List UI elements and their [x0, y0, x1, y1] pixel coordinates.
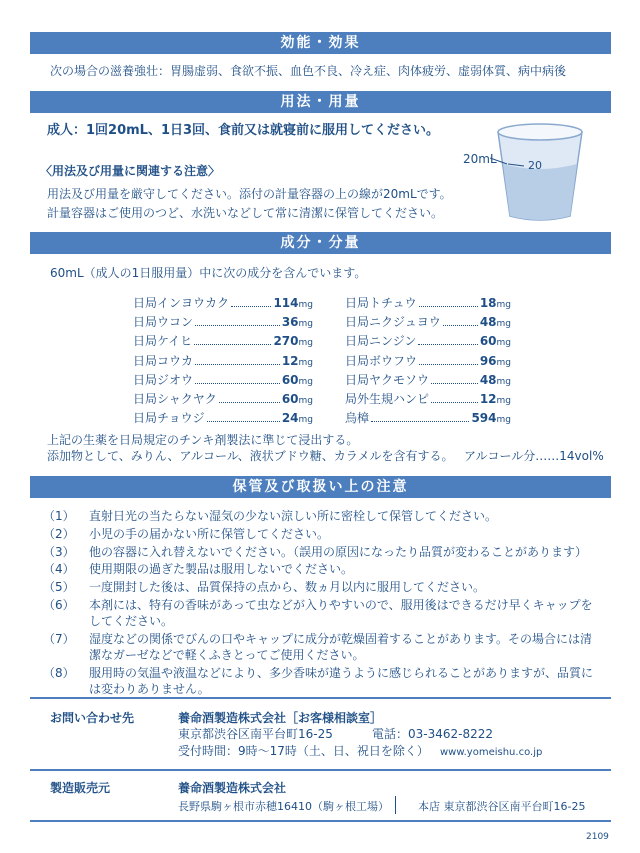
- print-code: 2109: [586, 832, 609, 842]
- ingredient-value: 36mg: [281, 315, 313, 330]
- ingredient-name: 日局シャクヤク: [133, 391, 217, 406]
- divider: [30, 769, 611, 771]
- efficacy-text: 次の場合の滋養強壮：胃腸虚弱、食欲不振、血色不良、冷え症、肉体疲労、虚弱体質、病中病後: [50, 64, 567, 78]
- cup-mark-label: 20: [528, 159, 542, 172]
- ingredient-name: 日局ニンジン: [345, 334, 417, 349]
- list-item: （3） 他の容器に入れ替えないでください。（誤用の原因になったり品質が変わることがあります）: [43, 544, 588, 559]
- divider: [30, 697, 611, 699]
- ingredients-left-column: [133, 293, 313, 427]
- divider: [395, 796, 396, 814]
- contact-phone: 電話：03-3462-8222: [372, 727, 494, 741]
- list-item: （1） 直射日光の当たらない湿気の少ない涼しい所に密栓して保管してください。: [43, 509, 498, 523]
- ingredient-value: 594mg: [471, 411, 511, 426]
- ingredient-row: [345, 389, 511, 408]
- ingredients-header: 成分・分量: [30, 232, 611, 254]
- ingredient-value: 48mg: [479, 315, 511, 330]
- contact-address: 東京都渋谷区南平台町16-25: [178, 727, 333, 741]
- dosage-sub-title: 〈用法及び用量に関連する注意〉: [40, 164, 221, 178]
- ingredient-value: 12mg: [479, 391, 511, 406]
- ingredient-value: 18mg: [479, 296, 511, 310]
- alcohol-content: アルコール分……14vol%: [464, 449, 604, 463]
- ingredients-intro: 60mL（成人の1日服用量）中に次の成分を含んでいます。: [50, 266, 367, 280]
- ingredient-row: [345, 408, 511, 427]
- ingredient-row: [133, 293, 313, 312]
- dosage-note-1: 用法及び用量を厳守してください。添付の計量容器の上の線が20mLです。: [47, 187, 452, 201]
- ingredient-name: 日局ヤクモソウ: [345, 372, 430, 387]
- ingredient-value: 24mg: [281, 411, 313, 426]
- ingredient-row: [345, 370, 511, 389]
- storage-notes-list: [43, 508, 603, 698]
- ingredient-name: 日局ジオウ: [133, 372, 194, 387]
- dosage-main: 成人：1回20mL、1日3回、食前又は就寝前に服用してください。: [47, 123, 440, 138]
- contact-company: 養命酒製造株式会社［お客様相談室］: [178, 711, 383, 725]
- ingredient-row: [345, 331, 511, 350]
- ingredient-name: 日局ケイヒ: [133, 334, 193, 349]
- ingredient-row: [133, 389, 313, 408]
- ingredient-row: [133, 351, 313, 370]
- list-item: （8） 服用時の気温や液温などにより、多少香味が違うように感じられることがありますが、品質には変わりありません。: [43, 665, 594, 696]
- maker-company: 養命酒製造株式会社: [178, 781, 287, 795]
- contact-label: お問い合わせ先: [50, 711, 135, 725]
- ingredient-name: 日局トチュウ: [345, 296, 417, 310]
- ingredient-value: 48mg: [479, 372, 511, 387]
- contact-hours: 受付時間：9時～17時（土、日、祝日を除く）: [178, 744, 429, 758]
- ingredients-footnote-2: 添加物として、みりん、アルコール、液状ブドウ糖、カラメルを含有する。: [47, 449, 454, 463]
- ingredient-value: 12mg: [281, 353, 313, 368]
- ingredient-value: 114mg: [273, 296, 313, 310]
- list-item: （6） 本剤には、特有の香味があって虫などが入りやすいので、服用後はできるだけ早くキャップをしてください。: [43, 597, 593, 628]
- storage-header: 保管及び取扱い上の注意: [30, 476, 611, 498]
- maker-head-office: 本店 東京都渋谷区南平台町16-25: [418, 800, 586, 813]
- ingredient-row: [133, 408, 313, 427]
- maker-label: 製造販売元: [50, 781, 111, 795]
- ingredient-row: [345, 293, 511, 312]
- ingredient-name: 局外生規ハンピ: [345, 391, 430, 406]
- ingredient-row: [133, 312, 313, 331]
- ingredient-row: [133, 370, 313, 389]
- ingredient-name: 日局ボウフウ: [345, 353, 418, 368]
- list-item: （5） 一度開封した後は、品質保持の点から、数ヵ月以内に服用してください。: [43, 580, 486, 595]
- ingredient-name: 日局ウコン: [133, 315, 194, 330]
- ingredient-row: [345, 351, 511, 370]
- contact-url[interactable]: www.yomeishu.co.jp: [440, 747, 543, 758]
- divider: [30, 820, 611, 822]
- ingredients-right-column: [345, 293, 511, 427]
- efficacy-header: 効能・効果: [30, 32, 611, 54]
- ingredient-name: 日局コウカ: [133, 353, 194, 368]
- ingredient-name: 日局チョウジ: [133, 411, 205, 426]
- ingredient-name: 日局インヨウカク: [133, 296, 230, 310]
- ingredient-row: [345, 312, 511, 331]
- maker-factory: 長野県駒ヶ根市赤穂16410（駒ヶ根工場）: [178, 800, 389, 813]
- list-item: （7） 湿度などの関係でびんの口やキャップに成分が乾燥固着することがあります。その場合には清潔なガーゼなどで軽くふきとってご使用ください。: [43, 631, 593, 662]
- ingredients-footnote-1: 上記の生薬を日局規定のチンキ剤製法に準じて浸出する。: [47, 433, 359, 447]
- ingredient-value: 270mg: [273, 334, 313, 349]
- ingredient-row: [133, 331, 313, 350]
- ingredient-value: 60mg: [479, 334, 511, 349]
- ingredient-name: 烏樟: [345, 411, 370, 426]
- ingredient-name: 日局ニクジュヨウ: [345, 315, 441, 330]
- cup-volume-label: 20mL: [463, 152, 497, 166]
- ingredient-value: 60mg: [281, 391, 313, 406]
- list-item: （4） 使用期限の過ぎた製品は服用しないでください。: [43, 562, 354, 577]
- ingredient-value: 60mg: [281, 372, 313, 387]
- ingredient-value: 96mg: [479, 353, 511, 368]
- dosage-header: 用法・用量: [30, 91, 611, 113]
- dosage-note-2: 計量容器はご使用のつど、水洗いなどして常に清潔に保管してください。: [47, 206, 444, 220]
- list-item: （2） 小児の手の届かない所に保管してください。: [43, 526, 330, 541]
